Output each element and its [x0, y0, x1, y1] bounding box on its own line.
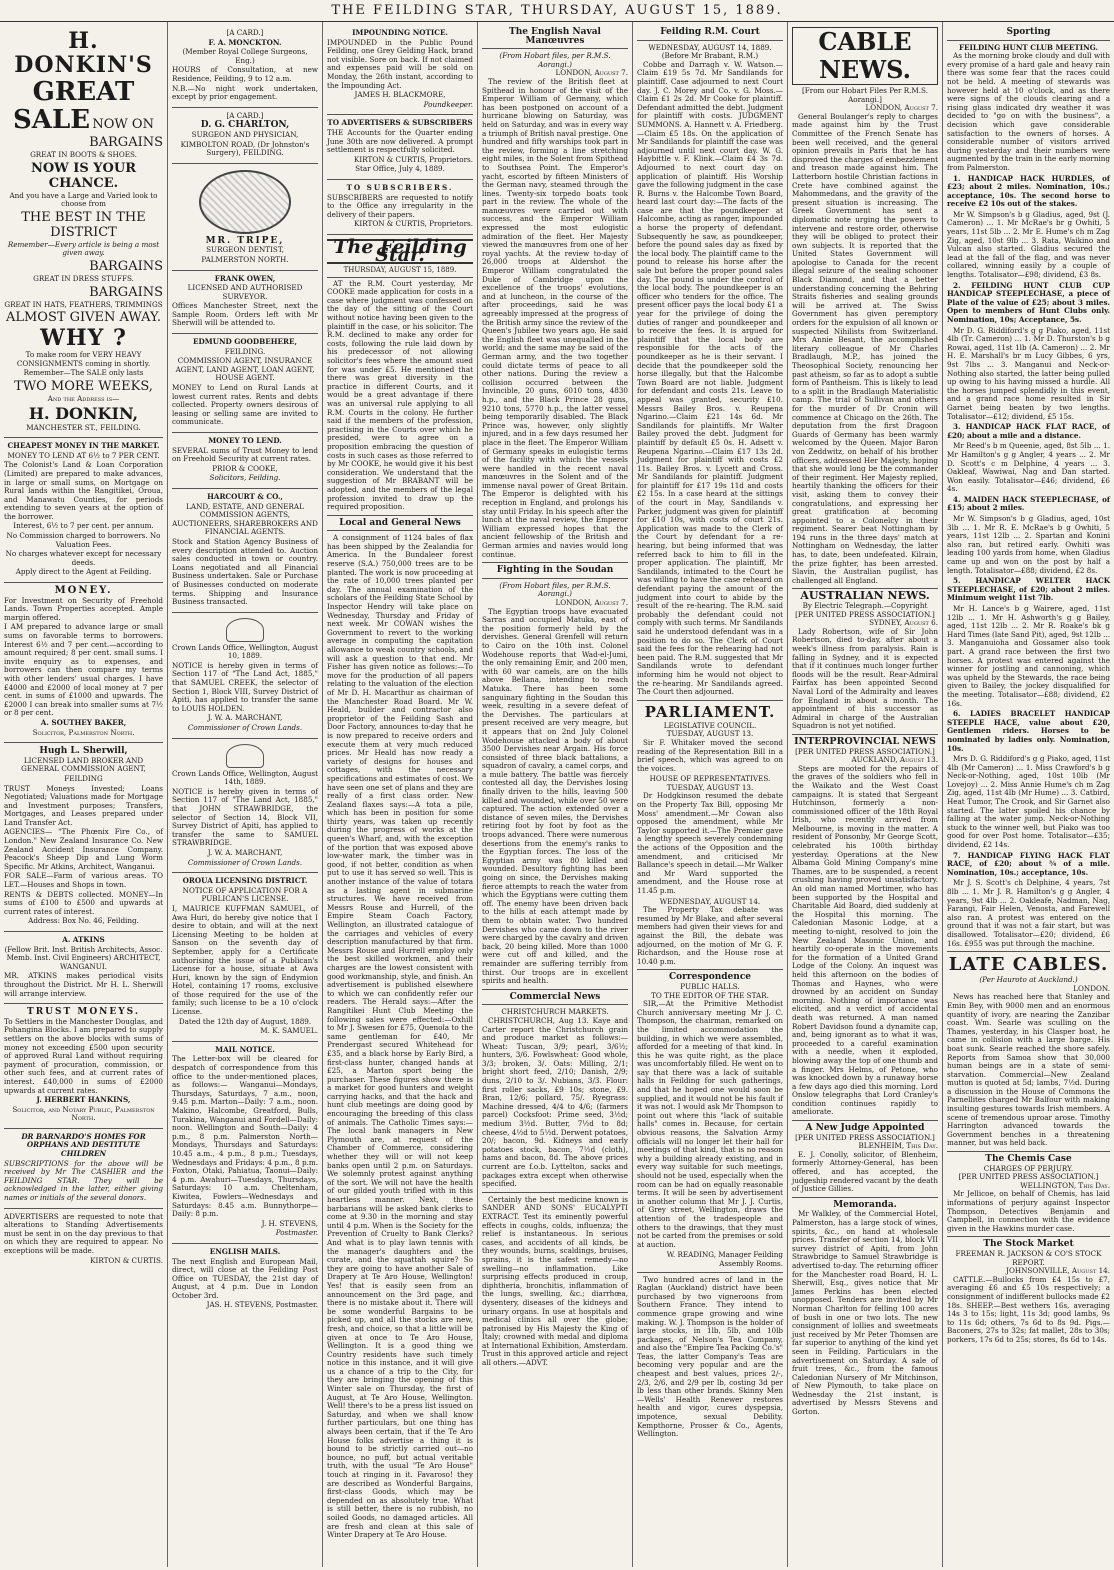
masthead: [0, 0, 1114, 22]
parl-body-1: Sir F. Whitaker moved the second reading of the Representation Bill in a brief speech, which was agreed to on the voices.: [637, 737, 783, 773]
prior-cooke-role: Solicitors, Feilding.: [209, 473, 281, 483]
owen-body: Offices Manchester Street, next the Sample Room. Orders left with Mr Sherwill will be attended to.: [172, 301, 318, 328]
hankins-name: J. HERBERT HANKINS,: [36, 1095, 131, 1105]
race-1-results: Mr W. Simpson's b g Gladius, aged, 9st (J. Cameron) ... 1. Mr McRae's br g Owhiti, 5 years, 11st 5lb ... 2. Mr E. Hume's ch m Zag Zig, aged, 10st 9lb ... 3. Rata, Waikino and Vulcan also started. Gladius secured the lead at the fall of the flag, and was never collared, winning easily by a couple of lengths. Totalisator—£98; dividend, £3 8s.: [947, 209, 1110, 280]
tripe-role: SURGEON DENTIST,: [206, 245, 284, 255]
bargains-2: BARGAINS: [89, 258, 163, 274]
interest-line: Interest, 6½ to 7 per cent. per annum.: [13, 521, 154, 531]
best-line: THE BEST IN THE DISTRICT: [21, 209, 146, 240]
monckton-role: (Member Royal College Surgeons, Eng.): [182, 47, 308, 65]
english-title: ENGLISH MAILS.: [209, 1246, 281, 1256]
issue-date: THURSDAY, AUGUST 15, 1889.: [327, 266, 473, 278]
bargains-1: BARGAINS: [89, 135, 163, 150]
money-body: I AM prepared to advance large or small sums on favorable terms to borrowers. Interest 6½ and 7 per cent.—according to amount required; 8 per cent. small sums. I invite enquiry as to expenses, and borrowers can then compare my terms with other lenders' usual charges. I have £4000 and £2000 of local money at 7 per cent. in sums of £1000 and upwards. The £2000 I can break into smaller sums at 7½ or 8 per cent.: [4, 622, 163, 718]
parl-date-2: TUESDAY, AUGUST 13.: [666, 782, 754, 792]
to-adv-body: THE Accounts for the Quarter ending June 30th are now delivered. A prompt settlement is respectfully solicited.: [327, 127, 473, 155]
donkin-name: H. DONKIN'S: [14, 28, 153, 78]
oroua-subtitle: NOTICE OF APPLICATION FOR A PUBLICAN'S LICENSE.: [182, 885, 308, 904]
parl-date-1: TUESDAY, AUGUST 13.: [666, 729, 754, 739]
crown1-body: NOTICE is hereby given in terms of Section 117 of "The Land Act, 1885," that SAMUEL CREEK, the selector of Section 1, Block VIII, Survey District of Apiti, has applied to transfer the same to LOUIS HOLDEN.: [172, 660, 318, 713]
mail-sign: J. H. STEVENS,: [261, 1218, 318, 1228]
harcourt-role: LAND, ESTATE, AND GENERAL COMMISSION AGENTS, AUCTIONEERS, SHAREBROKERS AND FINANCIAL AGENTS.: [172, 501, 318, 537]
baker-name: A. SOUTHEY BAKER,: [40, 717, 127, 727]
bargains-3: BARGAINS: [89, 284, 163, 300]
impounding-sign: JAMES H. BLACKMORE,: [354, 90, 446, 100]
monckton-body: HOURS of Consultation, at new Residence, Feilding, 9 to 12 a.m.: [172, 65, 318, 83]
divider: [947, 1151, 1110, 1152]
sherwill-name: Hugh L. Sherwill,: [39, 746, 128, 757]
australian-body: Lady Robertson, wife of Sir John Robertson, died to-day, after about a week's illness from paralysis. Rain is falling in Sydney, and it is expected that if it continues much longer further floods will be the result. Rear-Admiral Fairfax has been appointed Second Naval Lord of the Admiralty and leaves for England in about a month. The appointment of his successor as Admiral in charge of the Australian Squadron is not yet notified.: [792, 626, 938, 731]
atkins-name: A. ATKINS: [62, 935, 105, 944]
crown2-body: NOTICE is hereby given in terms of Section 117 of "The Land Act, 1885," that JOHN STRAWBRIDGE, the selector of Section 14, Block VII, Survey District of Apiti, has applied to transfer the same to SAMUEL STRAWBRIDGE.: [172, 786, 318, 848]
crown2-sign: J. W. A. MARCHANT,: [207, 847, 283, 857]
divider: [482, 989, 628, 990]
sporting-heading: Sporting: [1006, 27, 1051, 37]
donkin-sale-ad: [4, 25, 163, 438]
tripe-name: MR. TRIPE,: [205, 235, 285, 246]
chemis-assoc: [PER UNITED PRESS ASSOCIATION.]: [958, 1172, 1099, 1182]
dentist-engraving: [199, 170, 291, 234]
divider: [947, 951, 1110, 952]
given-away-line: ALMOST GIVEN AWAY.: [5, 310, 162, 326]
goodbehere-name: EDMUND GOODBEHERE,: [193, 337, 297, 347]
english-mails: [172, 1244, 318, 1315]
house-heading: HOUSE OF REPRESENTATIVES.: [649, 774, 771, 784]
divider: [792, 734, 938, 735]
australian-assoc: [PER UNITED PRESS ASSOCIATION.]: [795, 609, 935, 619]
race-6-results: Mrs D. G. Riddiford's g g Piako, aged, 11st 4lb (Mr Cameron) ... 1. Miss Crawford's b g Neck-or-Nothing, aged, 10st 10lb (Mr Lovejoy) ... 2. Miss Annie Hume's ch m Zag Zig, aged, 11st 4lb (Mr Hume) ... 3. Catbird, Heat Tumor, The Crook, and Sir Garnet also started. The latter spoiled his chance by falling at the water jump. Neck-or-Nothing stuck to the winner well, but Piako was too good for over Post home. Totalisator—£35; dividend, £2 14s.: [947, 754, 1110, 850]
money-lend-rate: MONEY TO LEND AT 6½ to 7 PER CENT.: [7, 450, 160, 460]
harcourt-body: Stock and Station Agency Business of every description attended to. Auction sales conducted in town or country. Loans negotiated and all Financial Business undertaken. Sale or Purchase of Businesses conducted on moderate terms. Shipping and Insurance Business transacted.: [172, 536, 318, 607]
advertisers-body: ADVERTISERS are requested to note that alterations to Standing Advertisements must be sent in on the day previous to that on which they are required to appear. No exceptions will be made.: [4, 1211, 163, 1255]
mail-body: The Letter-box will be cleared for despatch of correspondence from this office to the under-mentioned places, as follows:— Wanganui—Mondays, Thursdays, Saturdays, 7 a.m., noon, 9.45 p.m. Marton—Daily: 7 a.m., noon. Makino, Halcombe, Greatford, Bulls, Turakina, Wanganui and Fordell—Daily: noon. Wellington and South—Daily: 4 p.m., 8 p.m. Palmerston North—Mondays, Thursdays and Saturdays: 10.45 a.m., 4 p.m., 8 p.m.; Tuesdays, Wednesdays and Fridays: 4 p.m., 8 p.m. Foxton, Otaki, Pahiatua, Taonui—Daily: 4 p.m. Awahuri—Tuesdays, Thursdays, Saturdays: 10 a.m. Cheltenham, Kiwitea, Fowlers—Wednesdays and Saturdays: 8.45 a.m. Bunnythorpe—Daily: 8 p.m.: [172, 1054, 318, 1219]
money-lend-body: SEVERAL sums of Trust Money to lend on Freehold Security at current rates.: [172, 445, 318, 464]
inter-assoc: [PER UNITED PRESS ASSOCIATION.]: [795, 746, 935, 756]
col5-advts: Two hundred acres of land in the Raglan (Auckland) district have been purchased by two vigneroons from Southern France. They intend to commence grape growing and wine making. W. J. Thompson is the holder of large stocks, in 1lb, 5lb, and 10lb packages, of Nelson's Tea Company, and also the "Empire Tea Packing Co.'s" Teas, the latter Company's Teas are becoming very popular and are the cheapest and best values, prices 2/-, 2/3, 2/6, and 2/9 per lb, costing 3d per lb less than other brands. Skinny Men—Wells' Health Renewer restores health and vigor, cures dyspepsia, impotence, sexual Debility. Kempthorne, Prosser & Co., Agents, Wellington.: [637, 1274, 783, 1439]
address-label: And the Address is—: [47, 393, 120, 403]
commercial-subtitle: CHRISTCHURCH MARKETS.: [501, 1007, 609, 1017]
atkins-body: MR. ATKINS makes periodical visits throughout the District. Mr H. L. Sherwill will arrange interview.: [4, 971, 163, 998]
divider: [327, 530, 473, 531]
divider: [637, 1272, 783, 1273]
barnardo-title: DR BARNARDO'S HOMES FOR ORPHANS AND DESTITUTE CHILDREN: [21, 1131, 146, 1159]
naval-place: LONDON, August 7.: [555, 68, 628, 78]
card-label: [A CARD.]: [226, 110, 264, 120]
mail-notice: [172, 1042, 318, 1244]
sherwill-ad: [4, 743, 163, 932]
charges-line: No charges whatever except for necessary deeds.: [5, 549, 162, 567]
cheapest-title: CHEAPEST MONEY IN THE MARKET.: [7, 441, 160, 451]
soudan-source: (From Hobart files, per R.M.S. Aorangi.): [499, 580, 611, 599]
column-3: [323, 22, 478, 1567]
crown1-role: Commissioner of Crown Lands.: [187, 723, 303, 733]
atkins-role: (Fellow Brit. Inst. British Architects, Assoc. Memb. Inst. Civil Engineers) ARCHITECT, WANGANUI.: [4, 944, 163, 971]
to-advertisers-notice: [327, 115, 473, 180]
divider: [637, 40, 783, 41]
sherwill-for-sale: FOR SALE—Farm of various areas. TO LET.—Houses and Shops in town.: [4, 871, 163, 890]
cable-place: LONDON, August 7.: [865, 103, 938, 113]
parl-body-3: The Property Tax debate was resumed by Mr Blake, and after several members had given their views for and against the Bill, the debate was adjourned, on the motion of Mr G. F. Richardson, and the House rose at 10.40 p.m.: [637, 905, 783, 966]
to-adv-date: Star Office, July 4, 1889.: [355, 164, 445, 174]
impounding-body: IMPOUNDED in the Public Pound Feilding, one Grey Gelding Hack, brand not visible. Sore on back. If not claimed and expenses paid will be sold on Monday, the 26th instant, according to the Impounding Act.: [327, 37, 473, 90]
colonist-body: The Colonist's Land & Loan Corporation (Limited) are prepared to make advances, in large or small sums, on Mortgage on Rural lands within the Rangitikei, Oroua, and Manawatu Counties, for periods extending to seven years at the option of the borrower.: [4, 460, 163, 521]
stock-subtitle: FREEMAN R. JACKSON & CO'S STOCK REPORT.: [955, 1248, 1102, 1267]
owen-ad: [172, 271, 318, 335]
money-lend-title: MONEY TO LEND.: [208, 436, 282, 445]
stock-heading: The Stock Market: [983, 1239, 1074, 1250]
masthead-title: THE FEILDING STAR, THURSDAY, AUGUST 15, 1889.: [331, 3, 783, 18]
monckton-name: F. A. MONCKTON.: [208, 37, 282, 47]
inter-heading: INTERPROVINCIAL NEWS: [794, 735, 936, 747]
sherwill-role: LICENSED LAND BROKER AND GENERAL COMMISSION AGENT,: [21, 755, 146, 774]
card-label: [A CARD.]: [226, 28, 264, 37]
royal-crest-icon: [226, 618, 264, 642]
sherwill-rents: RENTS & DEBTS collected. MONEY—In sums of £100 to £500 and upwards at current rates of interest.: [4, 889, 163, 916]
race-3-title: 3. HANDICAP HACK FLAT RACE, of £20; about a mile and a distance.: [947, 422, 1110, 440]
prior-cooke-name: PRIOR & COOKE,: [212, 463, 278, 473]
charlton-role: SURGEON AND PHYSICIAN,: [191, 129, 299, 139]
impounding-role: Poundkeeper.: [423, 99, 473, 109]
memo-body: Mr Walkley, of the Commercial Hotel, Palmerston, has a large stock of wines, spirits, &c., on hand at wholesale prices. Transfer of section 14, block VII survey district of Apiti, from John Strawbridge to Samuel Strawbridge is advertised to-day. The returning officer for the Manchester road Board, H. L. Sherwill, Esq., gives notice that Mr James Perkins has been elected unopposed. Tenders are invited by Mr Norman Charlton for felling 100 acres of bush in one or two lots. The new consignment of lollies and sweetmeats just received by Mr Peter Thomsen are far superior to anything of the kind yet seen in Feilding. Particulars in the advertisement on Saturday. A sale of fruit trees, &c., from the famous Caledonian Nursery of Mr Mitchinson, of New Plymouth, to take place on Wednesday the 21st instant, is advertised by Messrs Stevens and Gorton.: [792, 1209, 938, 1417]
stock-place: JOHNSONVILLE, August 14.: [1006, 1266, 1110, 1276]
race-5-title: 5. HANDICAP WELTER HACK STEEPLECHASE, of £20; about 2 miles. Minimum weight 11st 7lb.: [947, 576, 1110, 603]
corr-to: TO THE EDITOR OF THE STAR.: [651, 990, 769, 1000]
soudan-body: The Egyptian troops have evacuated Sarras and occupied Matuka, east of the position formerly held by the dervishes. General Grenfell will return to Cairo on the 10th inst. Colonel Wodehouse reports that Wad-el-Jumi, the only remaining Emir, and 200 men, with 60 war camels, are on the hills above Bellana, intending to reach Matuka. There has been some sanguinary fighting in the Soudan this week, resulting in a severe defeat of the Dervishes. The particulars at present received are very meagre, but it appears that on 2nd July Colonel Wodehouse attacked a body of about 3500 Dervishes near Argain. His force consisted of three black battalions, a squadron of cavalry, a camel corps, and a mule battery. The battle was fiercely contested all day, the Dervishes losing finally driven to the hills, leaving 500 killed and wounded, while over 50 were captured. The action extended over a distance of seven miles, the Dervishes retiring foot by foot by foot as the troops advanced. There were numerous desertions from the enemy's ranks to the Egyptian forces. The loss of the Egyptian army was 80 killed and wounded. Desultory fighting has been going on since, the Dervishes making fierce attempts to reach the water from which the Egyptians were cutting them off. The enemy have been driven back to the hills at each attempt made by them to obtain water. Two hundred Dervishes who came down to the river were charged by the cavalry and driven back, 20 being killed. More than 1000 were cut off and killed, and the remainder are suffering terribly from thirst. Our troops are in excellent spirits and health.: [482, 606, 628, 986]
crown2-role: Commissioner of Crown Lands.: [187, 857, 303, 867]
column-2: [168, 22, 323, 1567]
mail-title: MAIL NOTICE.: [215, 1044, 275, 1054]
oroua-title: OROUA LICENSING DISTRICT.: [182, 876, 308, 886]
leader-article: AT the R.M. Court yesterday, Mr COOKE made application for costs in a case where judgment was confessed on the day of the sitting of the Court without notice having been given to the plaintiff in the case, or his solicitor. The R.M. declined to make any order for costs, following the rule laid down by his predecessor of not allowing solicitor's fees where the amount sued for was under £5. He mentioned that there was great diversity in the practice in different Courts, and it would be a great advantage if there was an universal rule applying to all R.M. Courts in the colony. He further said if the members of the profession, practising in the Courts over which he presided, were to agree on a proposition embracing the question of costs in such cases as those referred to by Mr COOKE, he would give it his best consideration. We understand that the suggestion of Mr BRABANT will be adopted, and the members of the legal profession invited to draw up the required proposition.: [327, 278, 473, 512]
late-body: News has reached here that Stanley and Emin Bey, with 9000 men and an enormous quantity of ivory, are nearing the Zanzibar coast. Wm. Searle was sculling on the Thames, yesterday, in his Clasper boat, he came in collision with a large barge. His boat sunk. Searle reached the shore safely. Reports from Samoa show that 30,000 human beings are in a state of semi-starvation. Commercial—New Zealand mutton is quoted at 5d; lambs, 7½d. During a discussion in the House of Commons the Parnellites charged Mr Balfour with making insulting gestures towards Irish members. A scene of tremendous uproar arose. Timothy Harrington advanced towards the Government benches in a threatening manner, but was held back.: [947, 992, 1110, 1148]
to-sub-sign: KIRTON & CURTIS, Proprietors.: [354, 219, 473, 229]
money-ad: [4, 583, 163, 743]
owen-name: FRANK OWEN,: [214, 273, 276, 283]
advertisers-note: [4, 1209, 163, 1271]
impounding-notice: [327, 25, 473, 115]
goodbehere-town: FEILDING.: [224, 346, 266, 356]
cheapest-money-ad: [4, 438, 163, 583]
hunt-title: FEILDING HUNT CLUB MEETING.: [958, 42, 1099, 52]
boots-line: GREAT IN BOOTS & SHOES.: [30, 150, 137, 159]
race-4-title: 4. MAIDEN HACK STEEPLECHASE, of £15; about 2 miles.: [947, 494, 1110, 513]
charlton-name: D. G. CHARLTON,: [200, 120, 290, 131]
impounding-title: IMPOUNDING NOTICE.: [352, 28, 448, 37]
crown-lands-notice-1: [172, 613, 318, 739]
soudan-heading: Fighting in the Soudan: [496, 565, 614, 576]
column-6: [788, 22, 943, 1567]
race-4-results: Mr W. Simpson's b g Gladius, aged, 10st 3lb ... 1. Mr R. E. McRae's b g Owhiti, 5 years, 11st 12lb ... 2. Spartan and Konini also ran, but retired early. Owhiti was leading 100 yards from home, when Gladius came up and won on the post by half a length. Totalisator—£88; dividend, £2 8s.: [947, 514, 1110, 575]
barnardo-body: SUBSCRIPTIONS for the above will be received by Mr The CASHIER and the FEILDING STAR. They will be acknowledged in the latter, either giving names or initials of the several donors.: [4, 1158, 163, 1203]
divider: [637, 700, 783, 701]
cable-source: [From our Hobart Files Per R.M.S. Aorangi.]: [801, 86, 928, 104]
divider: [792, 1197, 938, 1198]
commercial-heading: Commercial News: [509, 991, 601, 1002]
divider: [637, 969, 783, 970]
column-5: [633, 22, 788, 1567]
divider: [482, 562, 628, 563]
chemis-subtitle: CHARGES OF PERJURY.: [983, 1163, 1074, 1173]
money-to-lend-ad: [172, 433, 318, 489]
charlton-card: [172, 108, 318, 164]
commercial-body: CHRISTCHURCH, Aug 13. Kaye and Carter report the Christchurch grain and produce market as follows:—Wheat: Tuscan, 3/9; pearl, 3/6½; hunters, 3/6. Fowlswheat: Good whole, 3/3; broken, 3/. Oats: Milling, 2/1; bright short feed, 2/10; Danish, 2/9; duns, 2/10 to 3/. Nubians, 3/3. Flour: first roller sacks, £9 10s; stone, £9. Bran, 12/6; pollard, 75/. Ryegrass: Machine dressed, 4/4 to 4/6; (farmers parcel) Cocksfoot: Prime seed, 3½d; medium 3½d. Butter, 7½d to 8d; cheese, 4½d to 5½d. Derwent potatoes, 20/; bacon, 9d. Kidneys and early potatoes stock, bacon, 7½d (cloth), hams and bacon, 8d. The above prices current are f.o.b. Lyttelton, sacks and packages extra except when otherwise specified.: [482, 1015, 628, 1189]
parl-body-2: Dr Hodgkinson resumed the debate on the Property Tax Bill, opposing Mr Moss' amendment.—Mr Cowan also opposed the amendment, while Mr Taylor supported it.—The Premier gave a lengthy speech severely condemning the actions of the Opposition and the amendment, and criticised Mr Ballance's speech in detail.—Mr Walker and Mr Ward supported the amendment, and the House rose at 11.45 p.m.: [637, 791, 783, 895]
soudan-place: LONDON, August 7.: [555, 598, 628, 607]
cable-body: General Boulanger's reply to charges made against him by the Trust Committee of the French Senate has been well received, and the general opinion prevails in Paris that he has disproved the charges of embezzlement and treason made against him. The Latterborn hostile Christian factions in Crete have combined against the Mahommedans, and the gravity of the present situation is increasing. The Greek Government has sent a diplomatic note urging the powers to intervene and restore order, otherwise they will be obliged to protect their own subjects. It is reported that the United States Government will apologise to Canada for the recent illegal seizure of the sealing schooner Black Diamond, and that a better understanding concerning the Behring Straits fisheries and sealing grounds will be arrived at. The Swiss Government has given peremptory orders for the expulsion of all known or suspected Nihilists from Switzerland. Mrs Annie Besant, the accomplished literary colleague of Mr Charles Bradlaugh, M.P., has joined the Theosophical Society, renouncing her past atheism, so far as to adopt a subtle form of Pantheism. This is likely to lead to a split in the Bradlaugh Materialistic camp. The trial of Sullivan and others for the murder of Dr Cronin will commence at Chicago on the 26th. The deputation from the first Dragoon Guards of Germany has been warmly welcomed by the Queen. Major Baron von Zeddwitz, on behalf of his brother officers, addressed Her Majesty, hoping that she would long be the commander of their regiment. Her Majesty replied, heartily thanking the officers for their visit, asking them to convey their congratulations, and expressing her great gratification at becoming appointed to a Colonelcy in their regiment. Searer beat Nottingham by 194 runs in the three days' match at Nottingham on Wednesday, the latter has, to date, been undefeated. Kilrain, the prize fighter, has been arrested. Slavin, the Australian pugilist, has challenged all England.: [792, 111, 938, 585]
naval-source: (From Hobart files, per R.M.S. Aorangi.): [499, 51, 611, 69]
apply-line: Apply direct to the Agent at Feilding.: [15, 567, 152, 577]
to-adv-title: TO ADVERTISERS & SUBSCRIBERS: [327, 118, 473, 128]
sherwill-address: Address: Box No. 46, Feilding.: [28, 916, 139, 926]
atkins-ad: [4, 932, 163, 1004]
weeks-line: TWO MORE WEEKS,: [14, 378, 153, 394]
advertisers-sign: KIRTON & CURTIS.: [90, 1255, 163, 1265]
race-7-title: 7. HANDICAP FLYING HACK FLAT RACE, of £20; about ¾ of a mile. Nomination, 10s.; acceptance, 10s.: [947, 850, 1110, 877]
tripe-ad: [172, 164, 318, 271]
sherwill-body: TRUST Moneys Invested; Loans Negotiated; Valuations made for Mortgage and Investment purposes; Transfers, Mortgages, and Leases prepared under Land Transfer Act.: [4, 783, 163, 827]
barnardo-ad: [4, 1129, 163, 1209]
judge-body: E. J. Conolly, solicitor, of Blenheim, formerly Attorney-General, has been offered, and has accepted, the judgeship rendered vacant by the death of Justice Gillies.: [792, 1149, 938, 1194]
corr-sign: W. READING, Manager Feilding Assembly Rooms.: [666, 1250, 783, 1268]
australian-place: SYDNEY, August 6.: [869, 618, 938, 628]
to-sub-title: TO SUBSCRIBERS.: [346, 182, 454, 192]
crown1-office: Crown Lands Office, Wellington, August 10, 1889.: [172, 642, 318, 661]
oroua-sign: M. K. SAMUEL.: [260, 1026, 318, 1036]
money-title: MONEY.: [54, 585, 113, 597]
corr-body: SIR,—At the Primitive Methodist Church anniversary meeting Mr J. C. Thompson, the chairman, remarked on the limited accommodation the building, in which we were assembled, afforded for a meeting of that kind. In this he was quite right, as the place was uncomfortably filled. He went on to say that there was a lack of suitable halls in Feilding for such gatherings, and that he hoped one would soon be supplied, and it would not be his fault if it was not. I would ask Mr Thompson to point out where this "lack of suitable halls" comes in. Because, for certain obvious reasons, the Salvation Army officials will no longer let their hall for meetings of that kind, that is no reason why a building already existing, and in every way suitable for such meetings, should not be used, especially when the room can be had on equally reasonable terms. It will be seen by advertisement in another column that Mr J. J. Curtis, of Grey street, Wellington, draws the attention of the tradespeople and others to the drawings, that they must not be carted from the premises or sold at auction.: [637, 999, 783, 1249]
hankins-role: Solicitor, and Notary Public, Palmerston North.: [12, 1104, 155, 1123]
trust-body: To Settlers in the Manchester Douglas, and Pohangina Blocks. I am prepared to supply settlers on the above blocks with sums of money not exceeding £500 upon security of approved Rural Land without requiring payment of procuration, commission, or other such fees, and at current rates of interest. £40,000 in sums of £2000 upwards at current rates.: [4, 1016, 163, 1095]
hats-line: GREAT IN HATS, FEATHERS, TRIMMINGS: [4, 299, 163, 309]
divider: [947, 1236, 1110, 1237]
remember-sale-line: Remember—The SALE only lasts: [23, 368, 144, 378]
monckton-nb: N.B.—No night work undertaken, except by prior engagement.: [172, 83, 318, 102]
australian-heading: AUSTRALIAN NEWS.: [800, 589, 930, 603]
donkin-street: MANCHESTER ST., FEILDING.: [26, 422, 141, 432]
choose-line: And you have a Large and Varied look to choose from: [9, 190, 158, 209]
newspaper-page: [0, 22, 1114, 1567]
english-sign: JAS. H. STEVENS, Postmaster.: [206, 1300, 318, 1310]
sherwill-town: FEILDING: [64, 773, 103, 783]
column-7: [943, 22, 1114, 1567]
late-cables-heading: LATE CABLES.: [948, 954, 1109, 976]
divider: [482, 48, 628, 49]
oroua-licensing-ad: [172, 873, 318, 1042]
why-heading: WHY ?: [40, 325, 127, 352]
divider: [482, 578, 628, 579]
goodbehere-body: MONEY to Lend on Rural Lands at lowest current rates. Rents and debts collected. Property owners desirous of leasing or selling same are invited to communicate.: [172, 383, 318, 427]
charlton-address: KIMBOLTON ROAD, (Dr Johnston's Surgery), FEILDING.: [180, 139, 310, 158]
divider: [482, 1004, 628, 1005]
to-adv-sign: KIRTON & CURTIS, Proprietors.: [354, 154, 473, 164]
sale-now-on: NOW ON: [92, 117, 154, 132]
divider: [792, 1120, 938, 1121]
eucalypti-advt: Certainly the best medicine known is SANDER AND SONS' EUCALYPTI EXTRACT. Test its eminently powerful effects in coughs, colds, influenza; the relief is instantaneous. In serious cases, and accidents of all kinds, be they wounds, burns, scaldings, bruises, sprains, it is the safest remedy—no swelling—no inflammation. Like surprising effects produced in croup, diphtheria, bronchitis, inflammation of the lungs, swelling, &c.; diarrhœa, dysentery, diseases of the kidneys and urinary organs. In use at hospitals and medical clinics all over the globe; patronised by His Majesty the King of Italy; crowned with medal and diploma at International Exhibition, Amsterdam. Trust in this approved article and reject all others.—ADVT.: [482, 1194, 628, 1368]
judge-place: BLENHEIM, This Day.: [858, 1141, 938, 1151]
race-7-results: Mr J. S. Scott's ch Delphine, 4 years, 7st 8lb ... 1. Mr J. R. Hamilton's g g Angler, 4 years, 9st 4lb ... 2. Oakleafe, Nadman, Nag, Farangi, Fair Helen, Venosta, and Farewell also ran. A protest was entered on the ground that it was not a fair start, but was disallowed. Totalisator—£20; dividend, £6 16s. £955 was put through the machine.: [947, 878, 1110, 948]
race-3-results: Mr Reed's b m Queenie, aged, 8st 5lb ... 1. Mr Hamilton's g g Angler, 4 years ... 2. Mr D. Scott's c m Delphine, 4 years ... 3. Oakleaf, Wawiwai, Nag and Dan started. Won easily. Totalisator—£46; dividend, £6 4s.: [947, 441, 1110, 494]
inter-place: AUCKLAND, August 13.: [851, 755, 938, 765]
memo-heading: Memoranda.: [833, 1199, 897, 1210]
late-place: LONDON.: [1073, 983, 1110, 993]
local-news-body: A consignment of 1124 bales of flax has been shipped by the Zealandia for America. In the Bundaleer forest reserve (S.A.) 750,000 trees are to be planted. The work is now proceeding at the rate of 10,000 trees planted per day. The annual examination of the scholars of the Feilding State School by Inspector Hendry will take place on Wednesday, Thursday and Friday of next week. Mr COWAN wishes the Government to revert to the working average in computing the capitation allowance to weak country schools, and will ask a question to that end. Mr Fisher has given notice as follows:—To move for the production of all papers relating to the valuation of the election of Mr D. H. Macarthur as chairman of the Manchester Road Board. Mr W. Heald, builder and contractor also proprietor of the Feilding Sash and Door Factory, announces to-day that he is now prepared to receive orders and execute them at very much reduced prices. Mr Heald has now ready a variety of designs for houses and cottages, with the necessary specifications and estimates of cost. We have seen one set of plans and they are really of a first class order. New Zealand flaxes says:—A tota a pile, which has been in position for some thirty years, was taken up recently during the progress of works at the queen's Wharf, and, with the exception of the portion that was exposed above low-water mark, the timber was in good, if not better, condition as when put to use it has served so well. This is another instance of the value of totara as a lasting agent in submarine structures. We have received from Messrs Rouse and Hurrell, of the Empire Steam Coach Factory, Wellington, an illustrated catalogue of the carriages and vehicles of every description manufactured by that firm. Messrs Rouse and Hurrell employ only the best skilled workmen, and their charges are the lowest consistent with good workmanship, style, and finish. An advertisement is published elsewhere to which we can confidently refer our readers. The Herald says:—After the Rangitikei Hunt Club Meeting the following sales were effected:—Oxhill to Mr J. Swesen for £75, Quenola to the same gentleman for £40, Mr Prendergast secured Whitehead for £35, and a black horse by Early Bird, a first-class hunter, changed hands at £25, a Marton sport being the purchaser. These figures show there is a market for good hunters and weight carrying hacks, and that the hack and hunt club meetings are doing good by encouraging the breeding of this class of animals. The Catholic Times says:—The local bank managers in New Plymouth are, at request of the Chamber of Commerce, considering whether they will or will not keep banks open until 2 p.m. on Saturdays. We solemnly protest against anything of the sort. We will not have the health of our gilded youth trifled with in this heartless manner. Next, these barbarians will be asked bank clerks to come at 9.30 in the morning and stay until 4 p.m. When is the Society for the Prevention of Cruelty to Bank Clerks? And what is to play lawn tennis with the manager's daughters and the curate, and the squattah squire? So they are going to have another Sale of Drapery at Te Aro House, Wellington! Yes! that is easily seen from an announcement on the 3rd page, and there is no mistake about it. There will be some wonderful Bargains to be picked up, and all the stocks are new, fresh, and choice, so that a little will be given at once to Te Aro House, Wellington. It is a good thing we Country residents have such timely notice in this instance, and it will give us a chance of a trip to the City, for they are bringing the opening of this Winter sale on Thursday, the first of August, at Te Aro House, Wellington. Well! there's to be a press list issued on Saturday, and when we shall know further particulars, but one thing has always been certain, that if the Te Aro House folks advertise a thing it is bound to be strictly carried out—no bounce, no puff, but actual veritable truth, with the usual "Te Aro House" touch at ringing in it. Favaroso! they are described as Wonderful Bargains, first-class Goods, which may be depended on as absolutely true. What is still better, there is no rubbish, no soiled Goods, no damaged articles. All are fresh and clean at this sale of Winter Drapery at Te Aro House.: [327, 533, 473, 1540]
cable-heading: CABLE NEWS.: [792, 27, 938, 85]
legislative-heading: LEGISLATIVE COUNCIL.: [663, 720, 757, 730]
australian-by: By Electric Telegraph.—Copyright: [802, 601, 928, 611]
sale-heading: GREAT SALE: [13, 77, 135, 135]
to-sub-body: SUBSCRIBERS are requested to notify to the Office any irregularity in the delivery of their papers.: [327, 192, 473, 219]
oroua-dated: Dated the 12th day of August, 1889.: [178, 1016, 312, 1026]
column-4: [478, 22, 633, 1567]
baker-role: Solicitor, Palmerston North.: [32, 727, 135, 737]
english-body: The next English and European Mail, direct, will close at the Feilding Post Office on TUESDAY, the 21st day of August, at 4 p.m. Due in London October 3rd.: [172, 1256, 318, 1300]
owen-role: LICENSED AND AUTHORISED SURVEYOR.: [187, 283, 303, 301]
sherwill-agencies: AGENCIES— "The Phœnix Fire Co., of London." New Zealand Insurance Co. New Zealand Accident Insurance Company. Peacock's Sheep Dip and Lung Worm Specific. Mr Atkins, Architect, Wanganui.: [4, 827, 163, 871]
crown2-office: Crown Lands Office, Wellington, August 14th, 1889.: [172, 768, 318, 787]
crown-lands-notice-2: [172, 739, 318, 874]
chemis-place: WELLINGTON, This Day.: [1020, 1180, 1110, 1190]
chance-line: NOW IS YOUR CHANCE.: [30, 160, 137, 191]
race-1-title: 1. HANDICAP HACK HURDLES, of £23; about 2 miles. Nomination, 10s.; acceptance, 10s. The second horse to receive £2 10s out of the stakes.: [947, 173, 1110, 209]
race-5-results: Mr H. Lance's b g Wairere, aged, 11st 12lb ... 1. Mr H. Ashworth's g g Bailey, aged, 11st 12lb ... 2. Mr R. Roake's bk g Hard Times (late Sand Pit), aged, 9st 12lb ... 3. Manganuioha and Gossamer also took part. A grand race between the first two horses. A protest was entered against the winner for jostling and cannoning, which was upheld by the Stewards, the race being given to Bailey, the jockey disqualified for the meeting. Totalisator—£88; dividend, £2 16s.: [947, 604, 1110, 708]
dress-line: GREAT IN DRESS STUFFS.: [33, 273, 134, 283]
crown1-sign: J. W. A. MARCHANT,: [207, 713, 283, 723]
tripe-town: PALMERSTON NORTH.: [201, 254, 289, 264]
divider: [327, 515, 473, 516]
court-body: Cobbe and Darragh v. W. Watson.—Claim £19 5s 7d. Mr Sandilands for plaintiff. Case adjourned to next Court day. J. C. Morey and Co. v. G. Moss.—Claim £1 2s 2d. Mr Cooke for plaintiff. Defendant admitted the debt. Judgment for plaintiff with costs. JUDGMENT SUMMONS. A. Hannett v. A. Friedberg.—Claim £5 18s. On the application of Mr Sandilands for plaintiff the case was adjourned until next court day. W. G. Haybittle v. F. Klink.—Claim £4 3s 7d. Adjourned to next court day on application of plaintiff. His Worship gave the following judgment in the case R. Burns v. the Halcombe Town Board, heard last court day:—The facts of the case are that the poundkeeper at Halcombe, acting as ranger, impounded a horse the property of defendant. Subsequently he saw, as poundkeeper, before the pound sales day as fixed by the local body. The plaintiff came to the pound to release his horse after the sale but before the proper pound sales day. The pound is under the control of the local body. The poundkeeper is an officer who tenders for the office. The present officer pays the local body £1 a year for the privilege of doing the duties of ranger and poundkeeper and to receive the fees. It is argued for plaintiff that the local body are responsible for the acts of the poundkeeper as he is their servant. I decide that the poundkeeper sold the horse illegally, but that the Halcombe Town Board are not liable. Judgment for defendant and costs 21s. Leave to appeal was granted, security £10. Messrs Bailey Bros. v. Reupena Ngarino.—Claim £21 14s 6d. Mr Sandilands for plaintiffs. Mr Walter Bailey proved the debt. Judgment for plaintiff by default £5 0s. H. Adsett v. Reupena Ngarino.—Claim £17 13s 2d. Judgment for plaintiff with costs £2 11s. Bailey Bros. v. Lycett and Cross. Mr Sandilands for plaintiff. Judgment for plaintiff for £17 19s 11d and costs £2 15s. In a case heard at the sittings of the court in May, Sandilands v. Parker, judgment was given for plaintiff for £10 10s, with costs of court 21s. Application was made to the Clerk of the Court by defendant for a re-hearing, but being informed that was referred back to him to fill in the proper application. The plaintiff, Mr Sandilands, intimated to the Court he was willing to have the case reheard on defendant paying the amount of the judgment into court to abide by the result of the re-hearing. The R.M. said probably the defendant could not comply with such terms. Mr Sandilands said he understood defendant was in a position to do so. The Clerk of Court said the fees for the rehearing had not been paid. The R.M. suggested that Mr Sandilands wrote to defendant informing him he would not object to the re-hearing. Mr Sandilands agreed. The Court then adjourned.: [637, 59, 783, 697]
parl-date-3: WEDNESDAY, AUGUST 14.: [659, 896, 761, 906]
harcourt-ad: [172, 489, 318, 613]
hunt-intro: As the morning broke cloudy and dull with every promise of a hard gale and heavy rain there was some fear that the races could not be held. A meeting of stewards was however held at 10 o'clock, and as there were signs of the clouds clearing and a rising glass indicated dry weather it was decided to "go on with the business", a decision which gave considerable satisfaction to the owners of horses. A considerable number of visitors arrived during yesterday and their numbers were augmented by the train in the early morning from Palmerston.: [947, 51, 1110, 172]
chemis-body: Mr Jellicoe, on behalf of Chemis, has laid informations of perjury against Inspector Thompson, Detectives Benjamin and Campbell, in connection with the evidence given in the Hawkins murder case.: [947, 1189, 1110, 1233]
trust-title: TRUST MONEYS.: [27, 1007, 140, 1018]
remember-line: Remember—Every article is being a most given away.: [7, 239, 160, 258]
goodbehere-ad: [172, 334, 318, 433]
mail-role: Postmaster.: [275, 1228, 318, 1238]
money-intro: For Investment on Security of Freehold Lands. Town Properties accepted. Ample margin offered.: [4, 595, 163, 622]
race-2-results: Mr D. G. Riddiford's g g Piako, aged, 11st 4lb (Tr. Cameron) ... 1. Mr D. Thurston's b g Rowai, aged, 11st 1lb (A. Cameron) ... 2. Mr H. E. Marshall's br m Lucy Gibbes, 6 yrs, 9st 7lbs ... 3. Manganui and Neck-or-Nothing also started, the latter being pulled up owing to his having missed a hurdle. All the horses jumped splendidly in this event, and a grand race home resulted in Sir Garnet being beaten by two lengths. Totalisator—£12; dividend, £5 15s.: [947, 325, 1110, 421]
judge-heading: A New Judge Appointed: [805, 1123, 925, 1134]
harcourt-name: HARCOURT & CO.,: [207, 491, 283, 501]
to-subscribers-notice: [327, 180, 473, 235]
monckton-card: [172, 25, 318, 108]
column-1: [0, 22, 168, 1567]
trust-moneys-ad: [4, 1004, 163, 1129]
local-news-heading: Local and General News: [339, 517, 461, 528]
goodbehere-roles: COMMISSION AGENT, INSURANCE AGENT, LAND AGENT, LOAN AGENT, HOUSE AGENT.: [175, 356, 315, 383]
race-6-title: 6. LADIES BRACELET HANDICAP STEEPLE HACE, value about £20, Gentlemen riders. Horses to be nominated by ladies only. Nomination, 10s.: [947, 709, 1110, 753]
royal-crest-icon: [226, 744, 264, 768]
corr-subtitle: PUBLIC HALLS.: [680, 981, 740, 991]
newspaper-flag: The Feilding Star.: [327, 239, 473, 264]
corr-heading: Correspondence: [668, 972, 752, 983]
parliament-heading: PARLIAMENT.: [644, 702, 776, 721]
commission-line: No Commission charged to borrowers. No Valuation Fees.: [6, 531, 161, 549]
divider: [482, 1192, 628, 1193]
late-source: (Per Hauroto at Auckland.): [979, 975, 1078, 985]
race-2-title: 2. FEILDING HUNT CLUB CUP HANDICAP STEEPLECHASE, a piece of Plate of the value of £25; about 3 miles. Open to members of Hunt Clubs only. Nomination, 10s; Acceptance, 5s.: [947, 280, 1110, 324]
court-date: WEDNESDAY, AUGUST 14, 1889.: [648, 42, 772, 52]
inter-body: Steps are mooted for the repairs of the graves of the soldiers who fell in the Waikato and the West Coast campaigns. It is stated that Sergeant Hutchinson, formerly a non-commissioned officer of the 18th Royal Irish, who recently arrived from Melbourne, is moving in the matter. A resident of Ponsonby, Mr George Scott, celebrated his 100th birthday yesterday. Operations at the New Albama Gold Mining Company's mine Thames, are to be suspended, a recent crushing having proved unsatisfactory. An old man named Mortimer, who has been supported by the Hospital and Charitable Aid Board, died suddenly at the Hospital this morning. The Caledonian Masonic Lodge, at a meeting to-night, resolved to join the New Zealand Masonic Union, and heartily co-operate in the movements for the formation of a United Grand Lodge of the Colony. An inquest was held this afternoon on the bodies of Thomas and Haynes, who were drowned by an accident on Sunday morning. Nothing of importance was elicited, and a verdict of accidental death was returned. A man named Robert Davidson found a dynamite cap, and, being ignorant as to what it was, proceeded to a careful examination with a needle, when it exploded, blowing away the top of one thumb and a finger. Mrs Helms, of Petone, who was knocked down by a runaway horse a few days ago died this morning. Lord Onslow telegraphs that Lord Cranley's condition continues rapidly to ameliorate.: [792, 763, 938, 1117]
court-before: (Before Mr Brabant, R.M.): [661, 51, 759, 61]
oroua-body: I, MAURICE KUFFMAN SAMUEL, of Awa Huri, do hereby give notice that I desire to obtain, and will at the next Licensing Meeting to be holden at Sanson on the seventh day of September, apply for a Certificate authorising the issue of a Publican's License for a house, situate at Awa Huri, known by the sign of Endymion Hotel, containing 17 rooms, exclusive of those required for the use of the family; such license to be a 10 o'clock License.: [172, 903, 318, 1017]
divider: [947, 40, 1110, 41]
stock-body: CATTLE.—Bullocks from £4 15s to £7, averaging £6 and £5 10s respectively; a consignment of indifferent bullocks made £2 18s. SHEEP.—Best wethers 16s, averaging 14s 3 to 15s; light, 11s 3d; good lambs, 9s to 11s 6d; others, 7s 6d to 8s 9d. Pigs.—Baconers, 27s to 32s; fat mallet, 28s to 30s; porkers, 17s 6d to 25s; stores, 8s 6d to 14s.: [947, 1274, 1110, 1344]
donkin-name-2: H. DONKIN,: [28, 403, 139, 423]
consignments-line: To make room for VERY HEAVY CONSIGNMENTS coming in shortly.: [16, 350, 151, 368]
judge-assoc: [PER UNITED PRESS ASSOCIATION.]: [795, 1132, 935, 1142]
chemis-heading: The Chemis Case: [985, 1154, 1072, 1165]
naval-heading: The English Naval Manœuvres: [509, 27, 601, 46]
naval-body: The review of the British fleet at Spithead in honour of the visit of the Emperor William of Germany, which has been postponed on account of a hurricane blowing on Saturday, was held on Saturday, and was in every way a triumph of British naval prestige. One hundred and fifty warships took part in the review, forming a line stretching eight miles, in the Solent from Spithead to Southsea Point. The Emperor's yacht, escorted by fifteen Ministers of the German navy, steamed through the lines. Twenty-six torpedo boats took part in the review. The whole of the manœuvres were carried out with success, and the Emperor William expressed the most eulogistic admiration of the fleet. Her Majesty viewed the manœuvres from one of her royal yachts. At the review to-day of 26,000 troops at Aldershot the Emperor William congratulated the Duke of Cambridge upon the excellence of the troops' evolutions, and at luncheon, in the course of the after proceedings, said he was agreeably impressed at the progress of the British army since the review of the Queen's Jubilee two years ago. He said the English fleet was unequalled in the world; and the same may be said of the German army, and the two together could dictate terms of peace to all other nations. During the review a collision occurred between the Invincible, 20 guns, 6010 tons, 4830 h.p., and the Black Prince 28 guns, 9210 tons, 5770 h.p., the latter vessel being temporarily disabled. The Black Prince was, however, only slightly injured, and in a few days resumed her place in the fleet. The Emperor William of Germany speaks in eulogistic terms of the facility with which the vessels were handled in the recent naval manœuvres in the Solent and of the immense naval power of Great Britain. The Emperor is delighted with his reception in England, and prolongs his stay until Friday. In his speech after the lunch at the naval review, the Emperor William expressed hopes that the ancient fellowship of the British and German armies and navies would long continue.: [482, 76, 628, 559]
court-heading: Feilding R.M. Court: [660, 27, 760, 37]
